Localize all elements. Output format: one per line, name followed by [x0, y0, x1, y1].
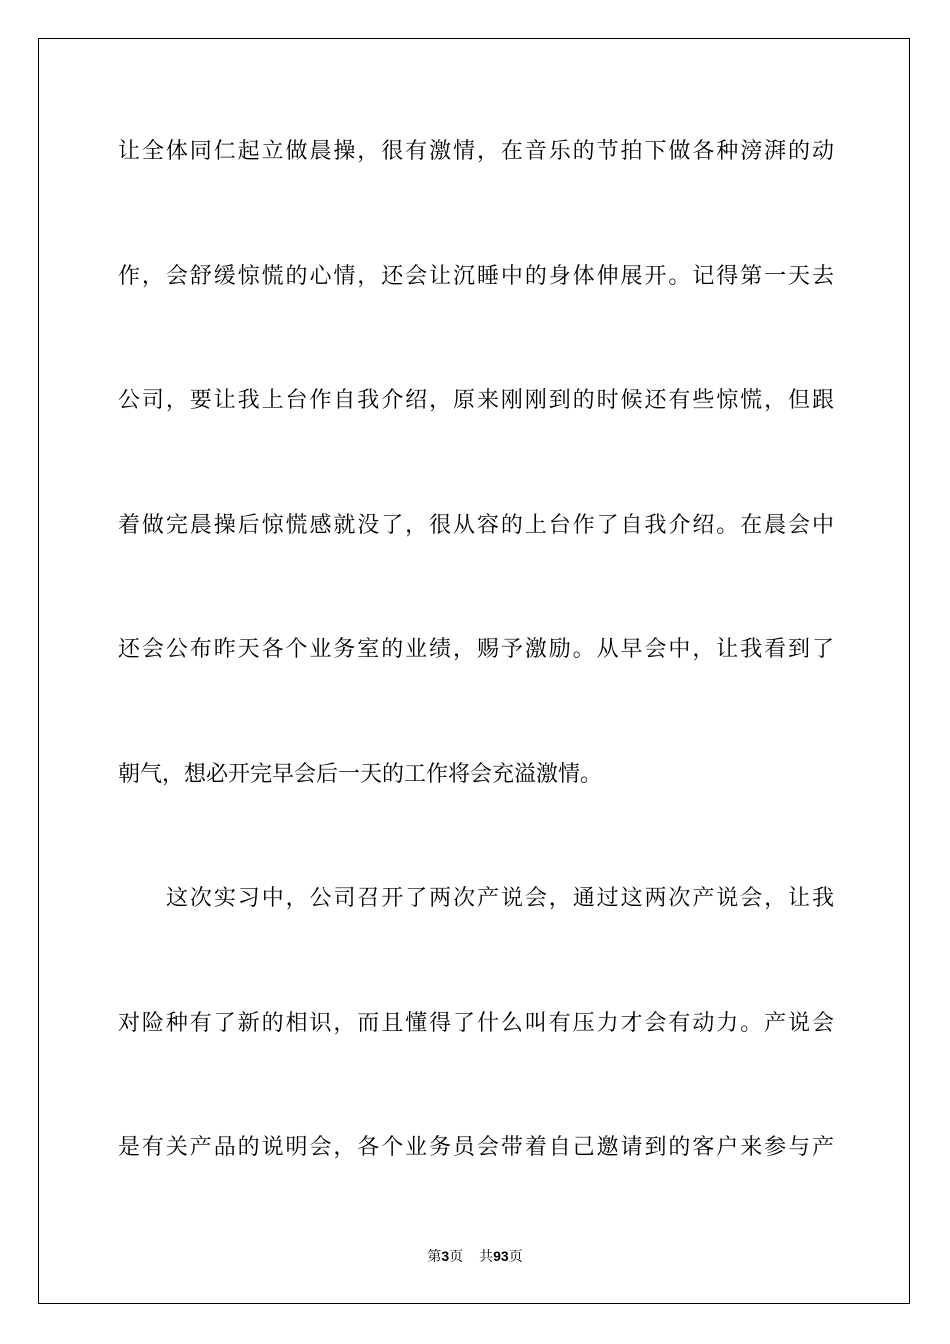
- total-prefix: 共: [479, 1249, 494, 1265]
- text-line: 公司，要让我上台作自我介绍，原来刚刚到的时候还有些惊慌，但跟: [118, 388, 834, 413]
- page-number: 3: [441, 1248, 450, 1264]
- total-pages: 93: [493, 1248, 509, 1264]
- text-line: 还会公布昨天各个业务室的业绩，赐予激励。从早会中，让我看到了: [118, 637, 834, 662]
- page-footer: [0, 1246, 950, 1267]
- page-prefix: 第: [427, 1249, 442, 1265]
- page-suffix: 页: [449, 1249, 464, 1265]
- total-suffix: 页: [508, 1249, 523, 1265]
- paragraph-first-line: 这次实习中，公司召开了两次产说会，通过这两次产说会，让我: [166, 886, 834, 911]
- text-line: 作，会舒缓惊慌的心情，还会让沉睡中的身体伸展开。记得第一天去: [118, 263, 834, 289]
- text-line: 对险种有了新的相识，而且懂得了什么叫有压力才会有动力。产说会: [118, 1010, 834, 1036]
- text-line: 是有关产品的说明会，各个业务员会带着自己邀请到的客户来参与产: [118, 1135, 834, 1160]
- text-line: 着做完晨操后惊慌感就没了，很从容的上台作了自我介绍。在晨会中: [118, 512, 834, 538]
- text-line: 让全体同仁起立做晨操，很有激情，在音乐的节拍下做各种滂湃的动: [118, 139, 834, 164]
- text-line: 朝气，想必开完早会后一天的工作将会充溢激情。: [118, 761, 603, 787]
- document-body: [118, 130, 834, 1251]
